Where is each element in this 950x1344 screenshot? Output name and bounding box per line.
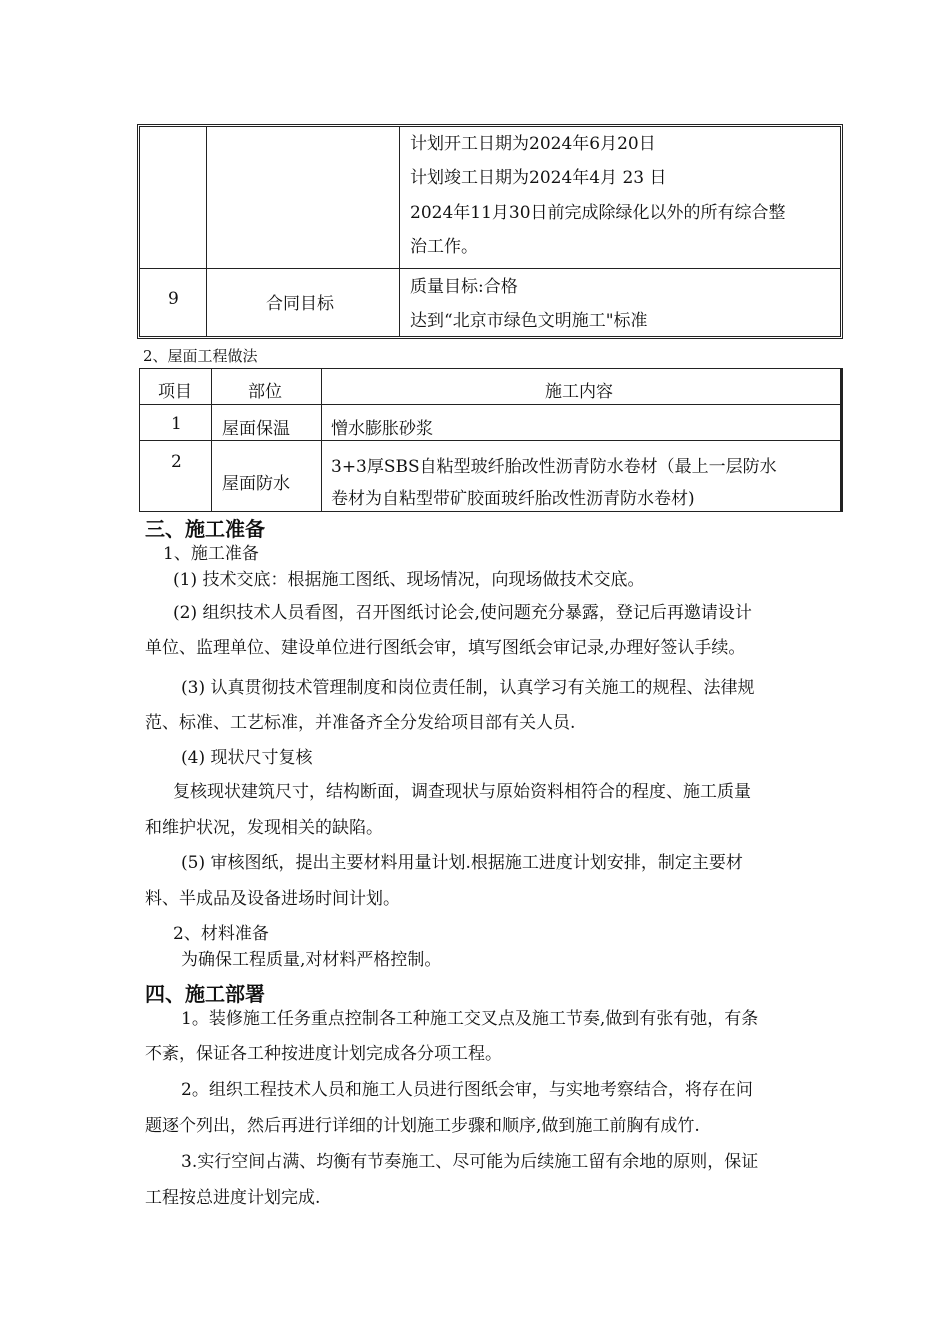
paragraph-line: 单位、监理单位、建设单位进行图纸会审，填写图纸会审记录,办理好签认手续。 [145, 638, 746, 658]
table-cell-text: 达到“北京市绿色文明施工"标准 [410, 311, 648, 331]
paragraph-line: 1。装修施工任务重点控制各工种施工交叉点及施工节奏,做到有张有弛，有条 [181, 1009, 759, 1029]
section-heading: 四、施工部署 [145, 982, 265, 1006]
subsection-heading: 1、施工准备 [163, 544, 259, 564]
row-number: 9 [168, 289, 179, 309]
row-label: 屋面保温 [222, 419, 290, 439]
paragraph-line: 不紊，保证各工种按进度计划完成各分项工程。 [145, 1044, 502, 1064]
table-cell-text: 3+3厚SBS自粘型玻纤胎改性沥青防水卷材（最上一层防水 [331, 457, 777, 477]
column-header: 部位 [248, 382, 282, 402]
paragraph-line: 范、标准、工艺标准，并准备齐全分发给项目部有关人员. [145, 713, 576, 733]
table-cell-text: 2024年11月30日前完成除绿化以外的所有综合整 [410, 203, 786, 223]
paragraph-line: 3.实行空间占满、均衡有节奏施工、尽可能为后续施工留有余地的原则，保证 [181, 1152, 759, 1172]
table-cell-text: 卷材为自粘型带矿胶面玻纤胎改性沥青防水卷材) [331, 489, 695, 509]
table-divider [140, 440, 840, 441]
schedule-table [137, 124, 843, 339]
table-caption: 2、屋面工程做法 [143, 347, 258, 365]
column-header: 施工内容 [545, 382, 613, 402]
paragraph-line: 工程按总进度计划完成. [145, 1188, 321, 1208]
paragraph-line: (2) 组织技术人员看图，召开图纸讨论会,使问题充分暴露，登记后再邀请设计 [173, 603, 752, 623]
table-divider [399, 127, 400, 336]
paragraph-line: 和维护状况，发现相关的缺陷。 [145, 818, 383, 838]
paragraph-line: (3) 认真贯彻技术管理制度和岗位责任制，认真学习有关施工的规程、法律规 [181, 678, 755, 698]
row-label: 合同目标 [266, 294, 334, 314]
column-header: 项目 [158, 382, 192, 402]
paragraph-line: (4) 现状尺寸复核 [181, 748, 313, 768]
paragraph-line: 料、半成品及设备进场时间计划。 [145, 889, 400, 909]
roof-method-table [139, 368, 843, 512]
paragraph-line: (1) 技术交底：根据施工图纸、现场情况，向现场做技术交底。 [173, 570, 645, 590]
table-cell-text: 计划竣工日期为2024年4月 23 日 [410, 168, 667, 188]
table-cell-text: 质量目标:合格 [410, 277, 518, 297]
table-cell-text: 计划开工日期为2024年6月20日 [410, 134, 656, 154]
table-divider [206, 127, 207, 336]
subsection-heading: 2、材料准备 [173, 924, 269, 944]
table-cell-text: 治工作。 [410, 237, 478, 257]
row-label: 屋面防水 [222, 474, 290, 494]
row-number: 1 [171, 414, 182, 434]
row-number: 2 [171, 452, 182, 472]
paragraph-line: 复核现状建筑尺寸，结构断面，调查现状与原始资料相符合的程度、施工质量 [173, 782, 751, 802]
table-divider [140, 268, 840, 269]
paragraph-line: 2。组织工程技术人员和施工人员进行图纸会审，与实地考察结合，将存在问 [181, 1080, 753, 1100]
paragraph-line: (5) 审核图纸，提出主要材料用量计划.根据施工进度计划安排，制定主要材 [181, 853, 743, 873]
paragraph-line: 题逐个列出，然后再进行详细的计划施工步骤和顺序,做到施工前胸有成竹. [145, 1116, 700, 1136]
table-divider [140, 404, 840, 405]
paragraph-line: 为确保工程质量,对材料严格控制。 [181, 950, 442, 970]
table-cell-text: 憎水膨胀砂浆 [331, 419, 433, 439]
section-heading: 三、施工准备 [145, 517, 265, 541]
